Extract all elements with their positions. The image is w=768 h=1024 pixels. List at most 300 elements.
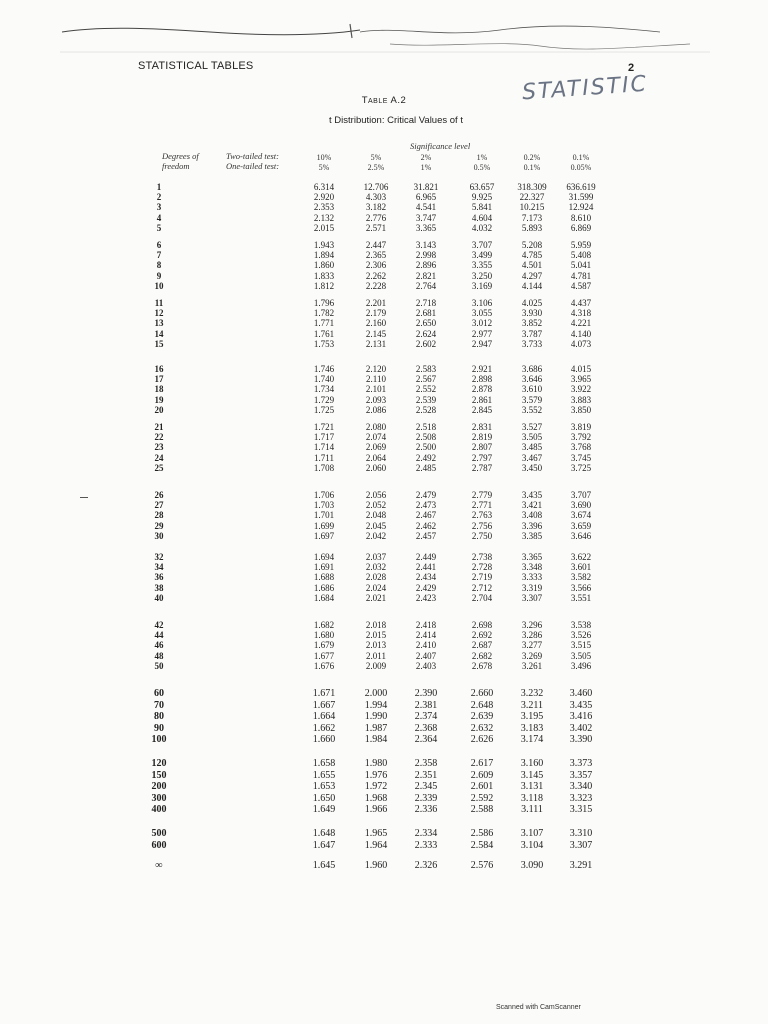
value-cell: 2.687 xyxy=(471,640,493,651)
value-cell: 2.414 xyxy=(415,630,437,641)
value-cell: 2.306 xyxy=(365,260,387,271)
value-cell: 3.277 xyxy=(521,640,543,651)
value-cell: 7.173 xyxy=(521,212,543,223)
value-column xyxy=(553,298,609,349)
value-cell: 3.747 xyxy=(415,212,437,223)
value-column xyxy=(553,182,609,233)
value-column xyxy=(553,688,609,746)
value-column xyxy=(504,364,560,415)
value-cell: 3.674 xyxy=(570,510,592,521)
value-column xyxy=(398,298,454,349)
value-cell: 2.407 xyxy=(415,650,437,661)
value-column xyxy=(296,298,352,349)
value-cell: 2.738 xyxy=(471,552,493,562)
df-cell: 12 xyxy=(154,308,164,319)
value-cell: 1.960 xyxy=(364,860,388,871)
value-cell: 2.861 xyxy=(471,394,493,405)
value-cell: 1.990 xyxy=(364,711,388,722)
value-cell: 1.964 xyxy=(364,839,388,851)
value-column xyxy=(398,490,454,541)
value-cell: 2.021 xyxy=(365,592,387,603)
value-cell: 5.841 xyxy=(471,202,493,213)
value-cell: 4.073 xyxy=(570,338,592,349)
value-cell: 3.566 xyxy=(570,582,592,593)
value-cell: 3.707 xyxy=(471,240,493,250)
value-cell: 1.746 xyxy=(313,364,335,374)
value-column xyxy=(348,182,404,233)
value-cell: 3.787 xyxy=(521,328,543,339)
value-column xyxy=(454,422,510,473)
value-column xyxy=(504,182,560,233)
value-cell: 2.797 xyxy=(471,452,493,463)
value-cell: 3.106 xyxy=(471,298,493,308)
value-cell: 1.860 xyxy=(313,260,335,271)
value-column xyxy=(296,828,352,851)
value-cell: 2.015 xyxy=(313,222,335,233)
value-cell: 2.228 xyxy=(365,280,387,291)
value-cell: 2.467 xyxy=(415,510,437,521)
value-cell: 1.812 xyxy=(313,280,335,291)
value-cell: 3.348 xyxy=(521,562,543,573)
value-cell: 2.698 xyxy=(471,620,493,630)
value-cell: 2.423 xyxy=(415,592,437,603)
value-cell: 3.396 xyxy=(521,520,543,531)
value-cell: 3.211 xyxy=(520,699,544,711)
value-cell: 12.706 xyxy=(363,182,389,192)
value-cell: 1.753 xyxy=(313,338,335,349)
column-header xyxy=(294,153,354,173)
value-cell: 3.323 xyxy=(569,792,593,804)
value-cell: 2.069 xyxy=(365,442,387,453)
significance-level-label: Significance level xyxy=(410,141,471,151)
value-column xyxy=(553,422,609,473)
value-column xyxy=(553,828,609,851)
value-cell: 2.831 xyxy=(471,422,493,432)
value-cell: 2.457 xyxy=(415,530,437,541)
scan-top-scrawl xyxy=(60,18,720,58)
value-cell: 3.659 xyxy=(570,520,592,531)
df-label-line: freedom xyxy=(162,161,190,171)
value-cell: 3.460 xyxy=(569,688,593,699)
value-cell: 3.745 xyxy=(570,452,592,463)
value-cell: 2.028 xyxy=(365,572,387,583)
df-cell: ∞ xyxy=(155,860,163,871)
value-cell: 2.567 xyxy=(415,374,437,385)
value-cell: 3.250 xyxy=(471,270,493,281)
value-cell: 4.541 xyxy=(415,202,437,213)
value-cell: 4.437 xyxy=(570,298,592,308)
df-cell: 48 xyxy=(154,650,164,661)
value-cell: 1.984 xyxy=(364,734,388,745)
value-cell: 3.551 xyxy=(570,592,592,603)
value-column xyxy=(553,490,609,541)
value-cell: 1.894 xyxy=(313,250,335,261)
page-number: 2 xyxy=(628,62,635,74)
value-column xyxy=(398,552,454,603)
value-cell: 3.160 xyxy=(520,758,544,769)
df-cell: 25 xyxy=(154,462,164,473)
value-cell: 3.286 xyxy=(521,630,543,641)
value-cell: 3.505 xyxy=(521,432,543,443)
value-cell: 2.429 xyxy=(415,582,437,593)
value-column xyxy=(454,490,510,541)
value-cell: 3.622 xyxy=(570,552,592,562)
value-cell: 2.364 xyxy=(414,734,438,745)
df-cell: 5 xyxy=(156,222,162,233)
value-cell: 3.118 xyxy=(520,792,544,804)
value-cell: 3.310 xyxy=(569,828,593,839)
value-cell: 1.943 xyxy=(313,240,335,250)
value-cell: 5.893 xyxy=(521,222,543,233)
value-cell: 1.658 xyxy=(312,758,336,769)
value-column xyxy=(454,758,510,816)
value-cell: 2.358 xyxy=(414,758,438,769)
df-cell: 18 xyxy=(154,384,164,395)
value-cell: 3.012 xyxy=(471,318,493,329)
value-cell: 2.584 xyxy=(470,839,494,851)
df-cell: 34 xyxy=(154,562,164,573)
df-column xyxy=(134,364,184,415)
value-cell: 2.728 xyxy=(471,562,493,573)
value-column xyxy=(398,620,454,671)
value-cell: 5.208 xyxy=(521,240,543,250)
value-column xyxy=(504,298,560,349)
value-cell: 10.215 xyxy=(519,202,545,213)
table-title: Table A.2 xyxy=(361,95,407,106)
value-cell: 8.610 xyxy=(570,212,592,223)
value-column xyxy=(504,688,560,746)
df-cell: 8 xyxy=(156,260,162,271)
df-cell: 36 xyxy=(154,572,164,583)
df-cell: 42 xyxy=(154,620,164,630)
value-cell: 3.131 xyxy=(520,781,544,792)
value-cell: 2.365 xyxy=(365,250,387,261)
df-cell: 7 xyxy=(156,250,162,261)
handwritten-note: STATISTIC xyxy=(521,71,649,106)
value-cell: 1.717 xyxy=(313,432,335,443)
value-cell: 4.318 xyxy=(570,308,592,319)
value-cell: 4.140 xyxy=(570,328,592,339)
value-cell: 3.610 xyxy=(521,384,543,395)
value-column xyxy=(398,422,454,473)
value-cell: 2.011 xyxy=(366,650,386,661)
value-cell: 2.539 xyxy=(415,394,437,405)
value-column xyxy=(504,758,560,816)
value-cell: 3.725 xyxy=(570,462,592,473)
value-cell: 1.677 xyxy=(313,650,335,661)
value-cell: 1.694 xyxy=(313,552,335,562)
df-column xyxy=(134,490,184,541)
df-cell: 28 xyxy=(154,510,164,521)
value-cell: 3.143 xyxy=(415,240,437,250)
value-cell: 1.706 xyxy=(313,490,335,500)
value-column xyxy=(504,620,560,671)
value-cell: 1.655 xyxy=(312,769,336,781)
value-cell: 9.925 xyxy=(471,192,493,203)
df-cell: 20 xyxy=(154,404,164,415)
value-cell: 3.183 xyxy=(520,722,544,734)
value-cell: 2.624 xyxy=(415,328,437,339)
df-cell: 22 xyxy=(154,432,164,443)
value-cell: 2.093 xyxy=(365,394,387,405)
value-cell: 2.447 xyxy=(365,240,387,250)
value-cell: 31.599 xyxy=(568,192,594,203)
value-cell: 2.262 xyxy=(365,270,387,281)
value-cell: 2.821 xyxy=(415,270,437,281)
value-cell: 4.015 xyxy=(570,364,592,374)
df-cell: 70 xyxy=(154,699,164,711)
value-cell: 2.787 xyxy=(471,462,493,473)
df-cell: 16 xyxy=(154,364,164,374)
df-cell: 15 xyxy=(154,338,164,349)
value-cell: 2.692 xyxy=(471,630,493,641)
df-cell: 23 xyxy=(154,442,164,453)
value-cell: 3.965 xyxy=(570,374,592,385)
value-column xyxy=(296,552,352,603)
two-tailed-level: 10% xyxy=(316,153,332,162)
value-column xyxy=(454,860,510,872)
one-tailed-level: 0.05% xyxy=(570,163,592,172)
value-cell: 1.649 xyxy=(312,804,336,815)
value-cell: 2.179 xyxy=(365,308,387,319)
value-cell: 1.697 xyxy=(313,530,335,541)
value-cell: 3.365 xyxy=(415,222,437,233)
value-column xyxy=(504,860,560,872)
value-cell: 3.296 xyxy=(521,620,543,630)
value-cell: 2.896 xyxy=(415,260,437,271)
value-cell: 2.037 xyxy=(365,552,387,562)
value-cell: 2.576 xyxy=(470,860,494,871)
value-cell: 2.845 xyxy=(471,404,493,415)
value-cell: 31.821 xyxy=(413,182,439,192)
value-column xyxy=(504,240,560,291)
value-cell: 3.195 xyxy=(520,711,544,722)
value-cell: 2.064 xyxy=(365,452,387,463)
value-cell: 2.390 xyxy=(414,688,438,699)
value-cell: 2.326 xyxy=(414,860,438,871)
value-column xyxy=(296,620,352,671)
value-cell: 4.297 xyxy=(521,270,543,281)
value-cell: 2.650 xyxy=(415,318,437,329)
value-column xyxy=(398,688,454,746)
value-cell: 2.681 xyxy=(415,308,437,319)
value-cell: 2.052 xyxy=(365,500,387,511)
value-cell: 2.626 xyxy=(470,734,494,745)
value-cell: 2.583 xyxy=(415,364,437,374)
value-cell: 2.819 xyxy=(471,432,493,443)
value-cell: 1.684 xyxy=(313,592,335,603)
value-cell: 2.462 xyxy=(415,520,437,531)
value-cell: 1.782 xyxy=(313,308,335,319)
value-cell: 2.586 xyxy=(470,828,494,839)
value-cell: 2.592 xyxy=(470,792,494,804)
value-column xyxy=(348,364,404,415)
value-cell: 3.883 xyxy=(570,394,592,405)
df-column xyxy=(134,298,184,349)
value-column xyxy=(398,240,454,291)
value-cell: 2.977 xyxy=(471,328,493,339)
value-cell: 3.499 xyxy=(471,250,493,261)
value-cell: 2.024 xyxy=(365,582,387,593)
value-cell: 2.771 xyxy=(471,500,493,511)
df-cell: 9 xyxy=(156,270,162,281)
value-cell: 2.878 xyxy=(471,384,493,395)
value-cell: 2.588 xyxy=(470,804,494,815)
value-cell: 2.345 xyxy=(414,781,438,792)
value-cell: 2.160 xyxy=(365,318,387,329)
df-column xyxy=(134,422,184,473)
value-cell: 2.120 xyxy=(365,364,387,374)
value-cell: 4.587 xyxy=(570,280,592,291)
value-column xyxy=(348,828,404,851)
value-column xyxy=(348,758,404,816)
running-header: STATISTICAL TABLES xyxy=(138,60,254,72)
value-column xyxy=(454,298,510,349)
value-cell: 2.368 xyxy=(414,722,438,734)
value-cell: 1.648 xyxy=(312,828,336,839)
value-cell: 3.319 xyxy=(521,582,543,593)
df-cell: 600 xyxy=(151,839,167,851)
value-column xyxy=(553,620,609,671)
value-cell: 3.527 xyxy=(521,422,543,432)
value-column xyxy=(454,182,510,233)
value-cell: 5.041 xyxy=(570,260,592,271)
value-cell: 1.968 xyxy=(364,792,388,804)
df-cell: 400 xyxy=(151,804,167,815)
two-tailed-level: 2% xyxy=(420,153,432,162)
value-column xyxy=(553,860,609,872)
margin-mark xyxy=(80,497,88,498)
value-cell: 3.104 xyxy=(520,839,544,851)
value-cell: 1.676 xyxy=(313,660,335,671)
value-cell: 2.441 xyxy=(415,562,437,573)
value-cell: 2.086 xyxy=(365,404,387,415)
value-column xyxy=(553,758,609,816)
value-cell: 2.074 xyxy=(365,432,387,443)
value-cell: 2.492 xyxy=(415,452,437,463)
value-cell: 3.333 xyxy=(521,572,543,583)
df-column xyxy=(134,688,184,746)
table-subtitle: t Distribution: Critical Values of t xyxy=(329,115,463,126)
value-cell: 3.355 xyxy=(471,260,493,271)
value-column xyxy=(504,552,560,603)
value-cell: 2.678 xyxy=(471,660,493,671)
df-column xyxy=(134,240,184,291)
value-cell: 3.450 xyxy=(521,462,543,473)
value-cell: 2.336 xyxy=(414,804,438,815)
value-cell: 3.373 xyxy=(569,758,593,769)
value-cell: 3.307 xyxy=(521,592,543,603)
value-cell: 3.402 xyxy=(569,722,593,734)
value-cell: 2.000 xyxy=(364,688,388,699)
value-cell: 2.201 xyxy=(365,298,387,308)
df-cell: 4 xyxy=(156,212,162,223)
value-cell: 1.729 xyxy=(313,394,335,405)
two-tailed-level: 5% xyxy=(370,153,382,162)
value-column xyxy=(553,364,609,415)
value-cell: 3.485 xyxy=(521,442,543,453)
value-cell: 1.740 xyxy=(313,374,335,385)
df-cell: 27 xyxy=(154,500,164,511)
value-cell: 3.421 xyxy=(521,500,543,511)
df-cell: 2 xyxy=(156,192,162,203)
value-cell: 4.025 xyxy=(521,298,543,308)
value-cell: 2.056 xyxy=(365,490,387,500)
value-column xyxy=(398,182,454,233)
df-cell: 46 xyxy=(154,640,164,651)
value-cell: 2.998 xyxy=(415,250,437,261)
value-cell: 3.408 xyxy=(521,510,543,521)
value-cell: 1.833 xyxy=(313,270,335,281)
value-cell: 2.508 xyxy=(415,432,437,443)
value-cell: 1.645 xyxy=(312,860,336,871)
value-cell: 1.667 xyxy=(312,699,336,711)
value-cell: 2.920 xyxy=(313,192,335,203)
value-column xyxy=(348,688,404,746)
df-cell: 80 xyxy=(154,711,164,722)
value-column xyxy=(553,240,609,291)
value-column xyxy=(348,490,404,541)
value-column xyxy=(454,828,510,851)
value-column xyxy=(296,364,352,415)
value-cell: 2.334 xyxy=(414,828,438,839)
value-cell: 2.351 xyxy=(414,769,438,781)
two-tailed-level: 0.1% xyxy=(572,153,590,162)
value-cell: 3.582 xyxy=(570,572,592,583)
value-cell: 1.994 xyxy=(364,699,388,711)
value-cell: 2.403 xyxy=(415,660,437,671)
df-cell: 29 xyxy=(154,520,164,531)
df-cell: 120 xyxy=(151,758,167,769)
test-label-line: Two-tailed test: xyxy=(226,151,279,161)
value-cell: 2.032 xyxy=(365,562,387,573)
df-cell: 14 xyxy=(154,328,164,339)
two-tailed-level: 0.2% xyxy=(523,153,541,162)
value-cell: 3.307 xyxy=(569,839,593,851)
df-cell: 300 xyxy=(151,792,167,804)
value-column xyxy=(296,688,352,746)
value-cell: 2.333 xyxy=(414,839,438,851)
value-column xyxy=(296,422,352,473)
value-cell: 3.819 xyxy=(570,422,592,432)
value-cell: 2.648 xyxy=(470,699,494,711)
value-column xyxy=(398,860,454,872)
value-cell: 1.987 xyxy=(364,722,388,734)
value-cell: 2.449 xyxy=(415,552,437,562)
value-cell: 2.602 xyxy=(415,338,437,349)
value-cell: 3.174 xyxy=(520,734,544,745)
df-cell: 11 xyxy=(154,298,164,308)
value-cell: 4.221 xyxy=(570,318,592,329)
one-tailed-level: 0.5% xyxy=(473,163,491,172)
value-cell: 1.972 xyxy=(364,781,388,792)
value-cell: 1.653 xyxy=(312,781,336,792)
value-cell: 2.601 xyxy=(470,781,494,792)
column-header xyxy=(396,153,456,173)
value-cell: 2.571 xyxy=(365,222,387,233)
value-cell: 1.965 xyxy=(364,828,388,839)
value-cell: 1.711 xyxy=(314,452,334,463)
value-column xyxy=(296,860,352,872)
value-cell: 5.959 xyxy=(570,240,592,250)
value-cell: 3.385 xyxy=(521,530,543,541)
df-cell: 32 xyxy=(154,552,164,562)
value-cell: 2.763 xyxy=(471,510,493,521)
value-cell: 3.526 xyxy=(570,630,592,641)
value-column xyxy=(296,240,352,291)
df-cell: 21 xyxy=(154,422,164,432)
value-cell: 3.435 xyxy=(569,699,593,711)
